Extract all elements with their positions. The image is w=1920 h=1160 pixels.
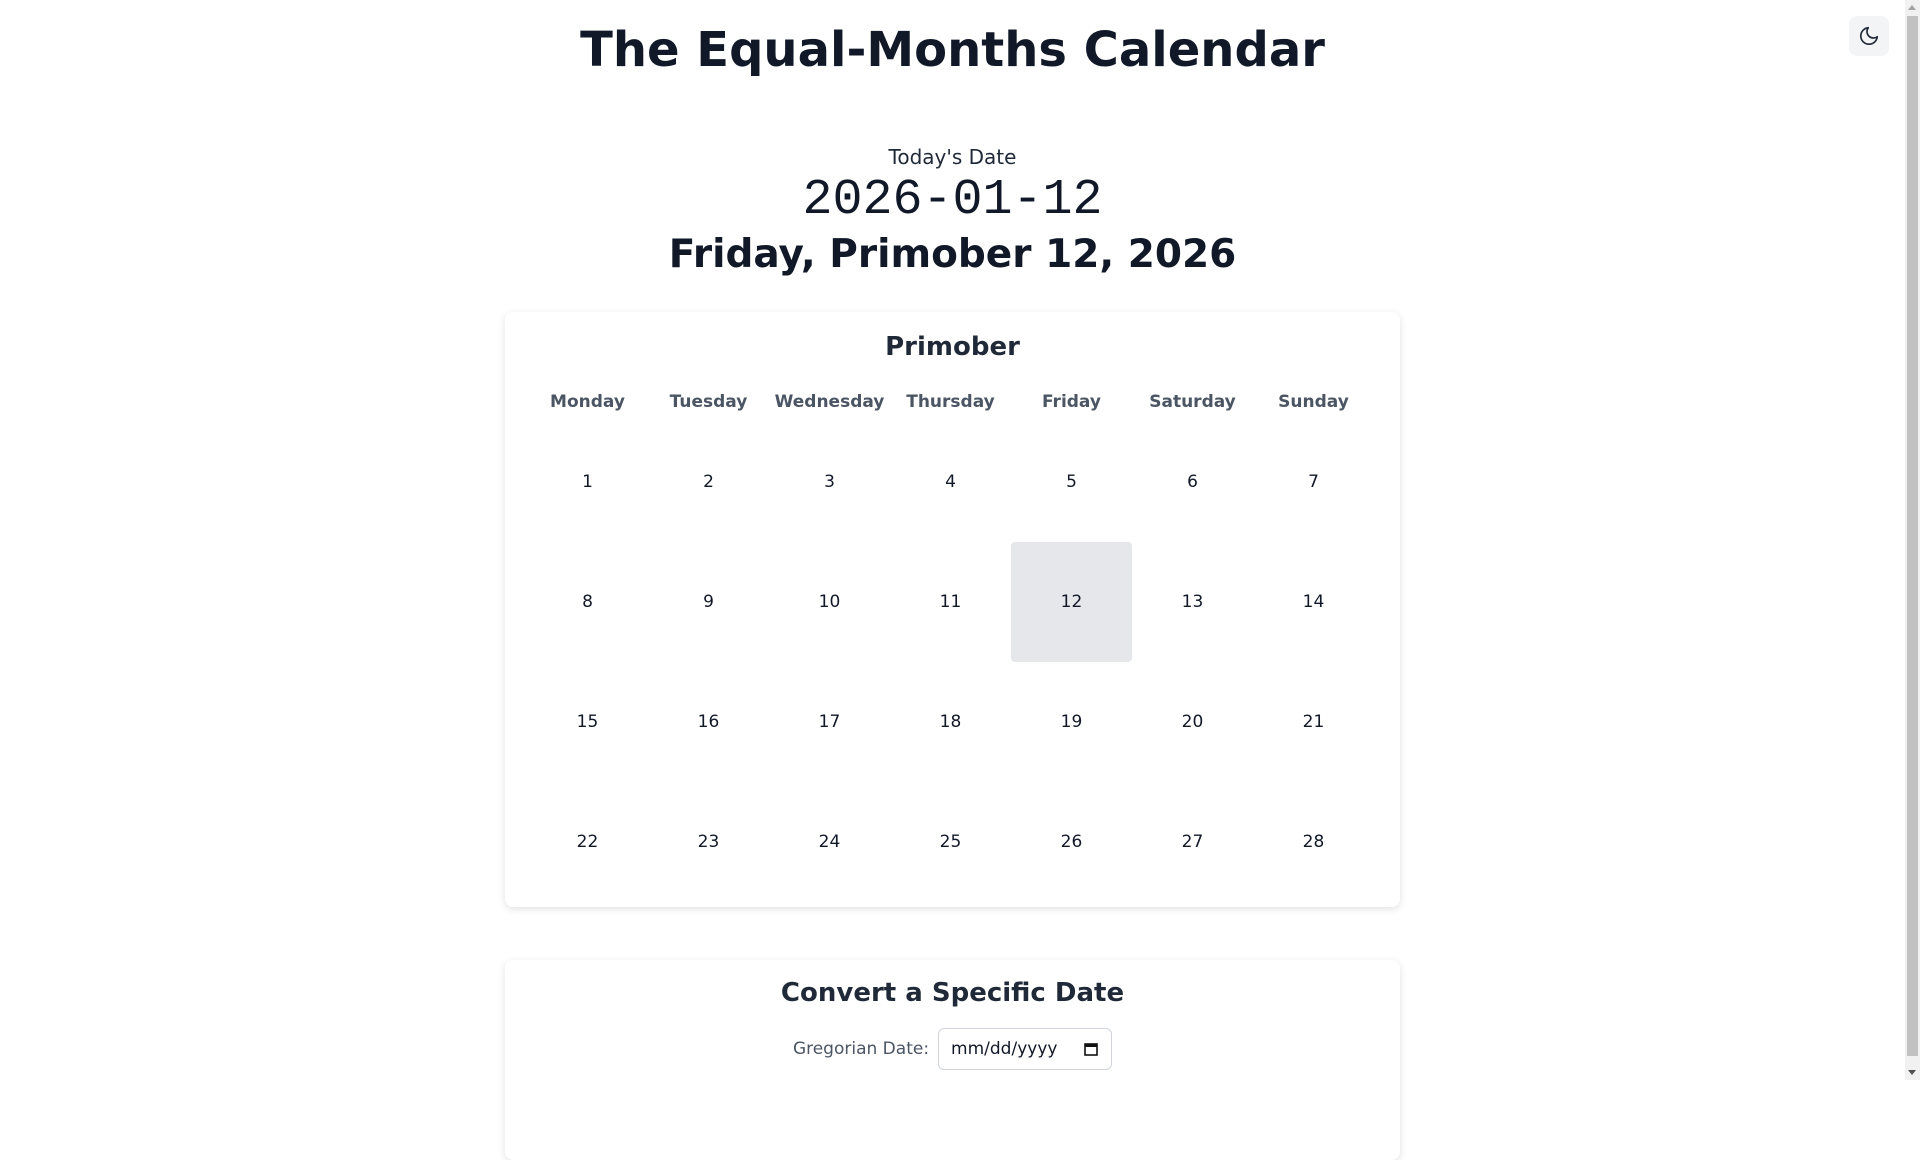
day-cell-today[interactable]: 12 — [1011, 542, 1132, 662]
day-cell[interactable]: 2 — [703, 472, 714, 492]
scrollbar-thumb[interactable] — [1907, 16, 1918, 1056]
day-cell[interactable]: 24 — [818, 832, 841, 852]
day-cell[interactable]: 26 — [1060, 832, 1083, 852]
day-cell[interactable]: 23 — [697, 832, 720, 852]
day-cell[interactable]: 21 — [1302, 712, 1325, 732]
scroll-up-icon[interactable] — [1908, 5, 1916, 10]
day-cell[interactable]: 17 — [818, 712, 841, 732]
weekday-header: Thursday — [906, 392, 995, 412]
page-title: The Equal-Months Calendar — [580, 22, 1325, 78]
day-cell[interactable]: 7 — [1308, 472, 1319, 492]
day-cell[interactable]: 19 — [1060, 712, 1083, 732]
calendar-grid — [527, 382, 1374, 902]
day-cell[interactable]: 15 — [576, 712, 599, 732]
day-cell[interactable]: 16 — [697, 712, 720, 732]
today-long-date: Friday, Primober 12, 2026 — [668, 232, 1237, 277]
day-cell[interactable]: 25 — [939, 832, 962, 852]
weekday-header: Friday — [1042, 392, 1101, 412]
day-cell[interactable]: 27 — [1181, 832, 1204, 852]
gregorian-date-label: Gregorian Date: — [792, 1039, 930, 1059]
calendar-card — [505, 312, 1400, 907]
day-cell[interactable]: 14 — [1302, 592, 1325, 612]
day-cell[interactable]: 13 — [1181, 592, 1204, 612]
month-title: Primober — [885, 332, 1020, 362]
vertical-scrollbar[interactable] — [1905, 0, 1920, 1080]
theme-toggle-button[interactable] — [1849, 16, 1889, 56]
day-cell[interactable]: 11 — [939, 592, 962, 612]
day-cell[interactable]: 18 — [939, 712, 962, 732]
day-cell[interactable]: 10 — [818, 592, 841, 612]
date-placeholder: mm/dd/yyyy — [951, 1039, 1058, 1059]
day-cell[interactable]: 8 — [582, 592, 593, 612]
scroll-down-icon[interactable] — [1908, 1070, 1916, 1075]
weekday-header: Monday — [550, 392, 625, 412]
weekday-header: Tuesday — [669, 392, 748, 412]
weekday-header: Saturday — [1149, 392, 1236, 412]
weekday-header: Sunday — [1278, 392, 1349, 412]
gregorian-date-input[interactable] — [938, 1028, 1112, 1070]
day-cell[interactable]: 3 — [824, 472, 835, 492]
weekday-header: Wednesday — [774, 392, 885, 412]
day-cell[interactable]: 20 — [1181, 712, 1204, 732]
day-cell[interactable]: 4 — [945, 472, 956, 492]
today-iso-date: 2026-01-12 — [802, 172, 1103, 229]
moon-icon — [1858, 25, 1880, 47]
day-cell[interactable]: 5 — [1066, 472, 1077, 492]
day-cell[interactable]: 9 — [703, 592, 714, 612]
converter-row — [505, 1028, 1400, 1070]
converter-title: Convert a Specific Date — [780, 978, 1125, 1008]
calendar-icon[interactable] — [1083, 1041, 1099, 1057]
day-cell[interactable]: 28 — [1302, 832, 1325, 852]
day-cell[interactable]: 1 — [582, 472, 593, 492]
day-cell[interactable]: 22 — [576, 832, 599, 852]
day-cell[interactable]: 6 — [1187, 472, 1198, 492]
today-label: Today's Date — [888, 145, 1017, 169]
converter-card — [505, 960, 1400, 1160]
